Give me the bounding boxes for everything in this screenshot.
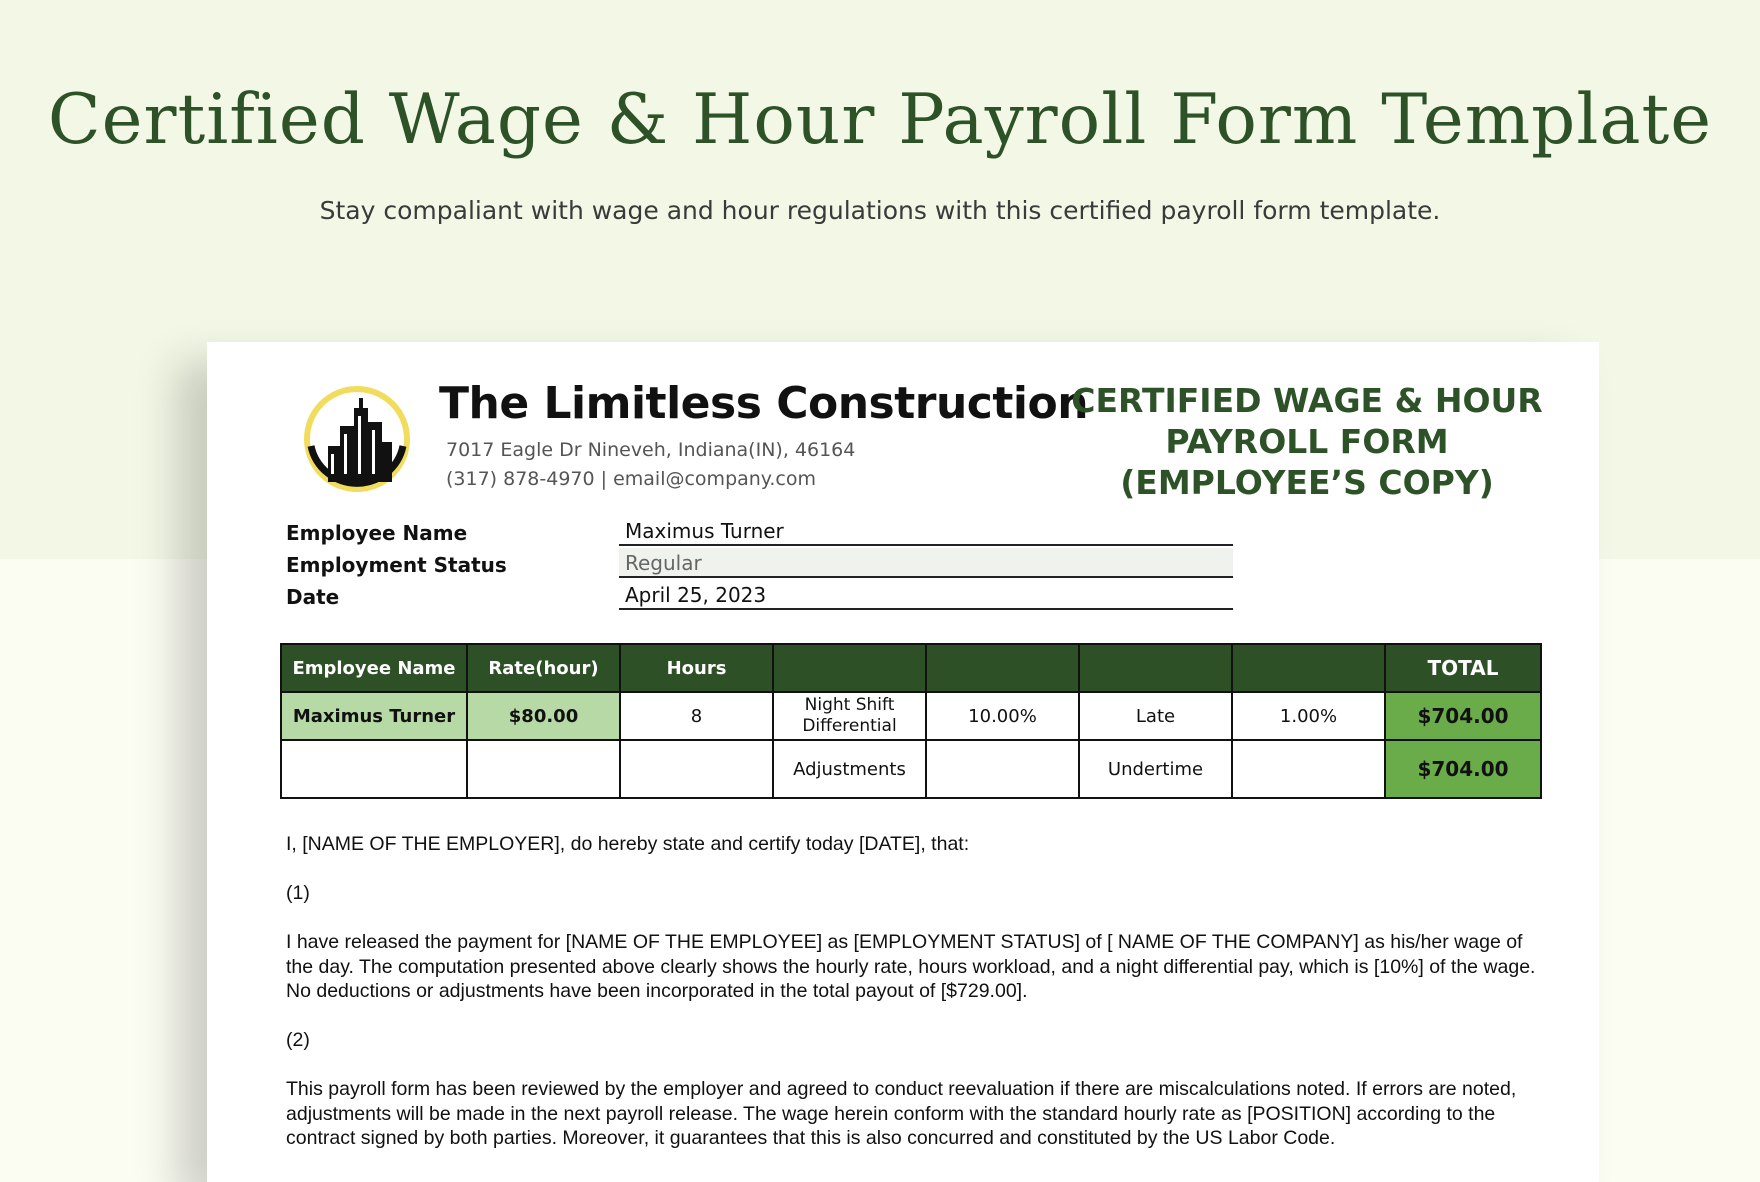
employee-name-label: Employee Name: [286, 521, 468, 545]
city-skyline-logo-icon: [302, 384, 412, 492]
header-employee-name: Employee Name: [281, 644, 467, 692]
employee-name-field[interactable]: Maximus Turner: [619, 516, 1233, 546]
payroll-table: [280, 643, 1542, 799]
cell-hours[interactable]: 8: [620, 692, 773, 740]
table-header-row: [281, 644, 1541, 692]
header-blank: [1079, 644, 1232, 692]
company-name: The Limitless Construction: [439, 378, 1089, 429]
table-row: [281, 692, 1541, 740]
employment-status-label: Employment Status: [286, 553, 507, 577]
table-row: [281, 740, 1541, 798]
certification-intro: I, [NAME OF THE EMPLOYER], do hereby state and certify today [DATE], that:: [286, 833, 970, 855]
header-rate-hour: Rate(hour): [467, 644, 620, 692]
cell-empty[interactable]: [620, 740, 773, 798]
clause-1-text: I have released the payment for [NAME OF THE EMPLOYEE] as [EMPLOYMENT STATUS] of [ NAME OF THE COMPANY] as his/her wage of the day. The computation presented above clearly shows the hourly rate, hours workload, and a night differential pay, which is [10%] of the wage. No deductions or adjustments have been incorporated in the total payout of [$729.00].: [286, 931, 1536, 1002]
cell-undertime-label: Undertime: [1079, 740, 1232, 798]
cell-undertime-value[interactable]: [1232, 740, 1385, 798]
cell-empty[interactable]: [467, 740, 620, 798]
cell-rate[interactable]: $80.00: [467, 692, 620, 740]
cell-night-shift-label: Night Shift Differential: [773, 692, 926, 740]
clause-number-1: (1): [286, 882, 310, 904]
cell-total: $704.00: [1385, 692, 1541, 740]
date-field[interactable]: April 25, 2023: [619, 580, 1233, 610]
form-title: [1067, 380, 1547, 503]
employment-status-field[interactable]: Regular: [619, 548, 1233, 578]
header-blank: [1232, 644, 1385, 692]
header-hours: Hours: [620, 644, 773, 692]
hero-title: Certified Wage & Hour Payroll Form Template: [47, 80, 1713, 160]
cell-adjustments-label: Adjustments: [773, 740, 926, 798]
company-contact: (317) 878-4970 | email@company.com: [446, 468, 816, 490]
form-title-line-1: CERTIFIED WAGE & HOUR: [1071, 381, 1543, 420]
clause-number-2: (2): [286, 1029, 310, 1051]
cell-empty[interactable]: [281, 740, 467, 798]
company-address: 7017 Eagle Dr Nineveh, Indiana(IN), 46164: [446, 439, 856, 461]
header-total: TOTAL: [1385, 644, 1541, 692]
cell-employee-name[interactable]: Maximus Turner: [281, 692, 467, 740]
header-blank: [926, 644, 1079, 692]
date-label: Date: [286, 585, 340, 609]
header-blank: [773, 644, 926, 692]
cell-adjustments-value[interactable]: [926, 740, 1079, 798]
hero-subtitle: Stay compaliant with wage and hour regulations with this certified payroll form template.: [319, 196, 1441, 225]
cell-night-shift-value[interactable]: 10.00%: [926, 692, 1079, 740]
document-sheet: [207, 342, 1599, 1182]
clause-2-text: This payroll form has been reviewed by the employer and agreed to conduct reevaluation if there are miscalculations noted. If errors are noted, adjustments will be made in the next payroll release. The wage herein conform with the standard hourly rate as [POSITION] according to the contract signed by both parties. Moreover, it guarantees that this is also concurred and constituted by the US Labor Code.: [286, 1078, 1517, 1149]
form-title-line-2: PAYROLL FORM: [1165, 422, 1449, 461]
cell-late-value[interactable]: 1.00%: [1232, 692, 1385, 740]
cell-late-label: Late: [1079, 692, 1232, 740]
cell-total: $704.00: [1385, 740, 1541, 798]
form-title-line-3: (EMPLOYEE’S COPY): [1120, 463, 1494, 502]
